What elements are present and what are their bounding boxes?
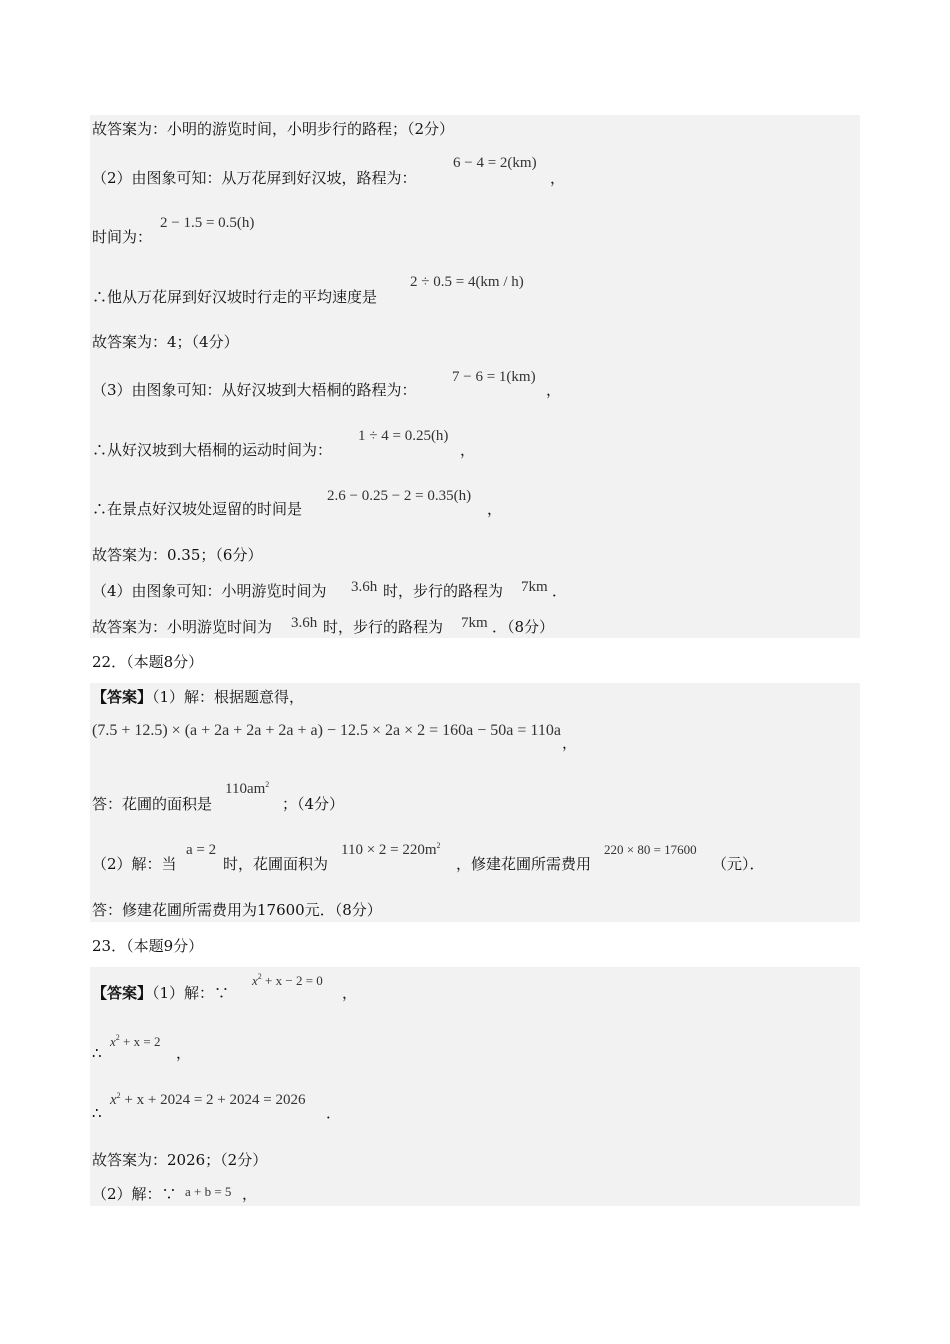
exponent: 2 xyxy=(436,841,441,850)
answer-text: （1）解：根据题意得， xyxy=(152,688,305,706)
answer-tag: 【答案】 xyxy=(92,984,153,1002)
answer-line: ∴ xyxy=(92,1044,102,1062)
punctuation: ． xyxy=(326,1104,342,1122)
answer-line: ∴他从万花屏到好汉坡时行走的平均速度是 xyxy=(92,288,378,306)
math-expression xyxy=(110,1090,305,1110)
math-expression: 3.6h xyxy=(291,615,318,631)
math-expression: 6 − 4 = 2(km) xyxy=(453,155,537,171)
punctuation: ， xyxy=(176,1044,192,1062)
answer-line: （2）解：当 xyxy=(92,855,177,873)
answer-line: 故答案为：2026；（2分） xyxy=(92,1151,268,1169)
answer-line: 时，步行的路程为 xyxy=(323,618,444,636)
punctuation: ， xyxy=(546,381,562,399)
math-text: + x + 2024 = 2 + 2024 = 2026 xyxy=(120,1092,306,1108)
answer-line: 故答案为：0.35；（6分） xyxy=(92,546,263,564)
answer-line: 故答案为：4；（4分） xyxy=(92,333,239,351)
question-heading-23: 23．（本题9分） xyxy=(92,937,204,955)
answer-line xyxy=(92,687,304,707)
answer-line: （2）由图象可知：从万花屏到好汉坡，路程为： xyxy=(92,169,417,187)
exponent: 2 xyxy=(265,780,270,789)
math-expression: 1 ÷ 4 = 0.25(h) xyxy=(358,428,449,444)
answer-line: ；（4分） xyxy=(282,795,345,813)
answer-line: ∴在景点好汉坡处逗留的时间是 xyxy=(92,500,303,518)
answer-line: 答：修建花圃所需费用为17600元．（8分） xyxy=(92,901,382,919)
math-text: + x − 2 = 0 xyxy=(261,973,323,988)
answer-line: 时，步行的路程为 xyxy=(383,582,504,600)
answer-line: 时，花圃面积为 xyxy=(223,855,329,873)
punctuation: ． xyxy=(552,582,568,600)
math-expression: a = 2 xyxy=(186,842,217,858)
math-text: 110 × 2 = 220m xyxy=(341,842,437,858)
math-text: 110am xyxy=(225,781,266,797)
math-expression: 2.6 − 0.25 − 2 = 0.35(h) xyxy=(327,488,472,504)
answer-line: 故答案为：小明游览时间为 xyxy=(92,618,273,636)
question-heading-22: 22．（本题8分） xyxy=(92,653,204,671)
math-expression: 7 − 6 = 1(km) xyxy=(452,369,536,385)
answer-block-22 xyxy=(90,683,860,922)
answer-line: 时间为： xyxy=(92,228,153,246)
math-expression: 220 × 80 = 17600 xyxy=(604,842,697,857)
math-expression: 7km xyxy=(461,615,488,631)
answer-line: ∴从好汉坡到大梧桐的运动时间为： xyxy=(92,441,333,459)
math-variable: x xyxy=(110,1092,117,1108)
answer-line xyxy=(92,983,229,1003)
exponent: 2 xyxy=(116,1091,121,1100)
math-expression: 2 ÷ 0.5 = 4(km / h) xyxy=(410,274,524,290)
math-text: + x = 2 xyxy=(119,1034,161,1049)
math-expression xyxy=(252,971,323,991)
exponent: 2 xyxy=(115,1033,120,1042)
answer-line: （元）． xyxy=(712,855,765,873)
answer-line: ．（8分） xyxy=(492,618,555,636)
math-expression xyxy=(341,840,441,860)
answer-line: 答：花圃的面积是 xyxy=(92,795,213,813)
answer-text: （1）解：∵ xyxy=(152,984,230,1002)
math-expression xyxy=(225,779,269,799)
answer-tag: 【答案】 xyxy=(92,688,153,706)
punctuation: ， xyxy=(562,734,578,752)
answer-line: （4）由图象可知：小明游览时间为 xyxy=(92,582,327,600)
math-expression xyxy=(110,1032,160,1052)
answer-block-21 xyxy=(90,115,860,638)
exponent: 2 xyxy=(257,972,262,981)
math-expression: a + b = 5 xyxy=(185,1184,232,1199)
punctuation: ， xyxy=(342,984,358,1002)
answer-line: （2）解：∵ xyxy=(92,1185,177,1203)
math-expression: (7.5 + 12.5) × (a + 2a + 2a + 2a + a) − 12.5 × 2a × 2 = 160a − 50a = 110a xyxy=(92,722,561,739)
answer-line: ∴ xyxy=(92,1104,102,1122)
answer-block-23 xyxy=(90,967,860,1206)
punctuation: ， xyxy=(460,441,476,459)
punctuation: ， xyxy=(550,169,566,187)
punctuation: ， xyxy=(242,1185,258,1203)
math-expression: 2 − 1.5 = 0.5(h) xyxy=(160,215,255,231)
math-variable: x xyxy=(252,973,258,988)
answer-line: （3）由图象可知：从好汉坡到大梧桐的路程为： xyxy=(92,381,417,399)
math-expression: 7km xyxy=(521,579,548,595)
punctuation: ， xyxy=(487,500,503,518)
math-expression: 3.6h xyxy=(351,579,378,595)
answer-line: ，修建花圃所需费用 xyxy=(456,855,592,873)
math-variable: x xyxy=(110,1034,116,1049)
answer-line: 故答案为：小明的游览时间，小明步行的路程；（2分） xyxy=(92,120,455,138)
